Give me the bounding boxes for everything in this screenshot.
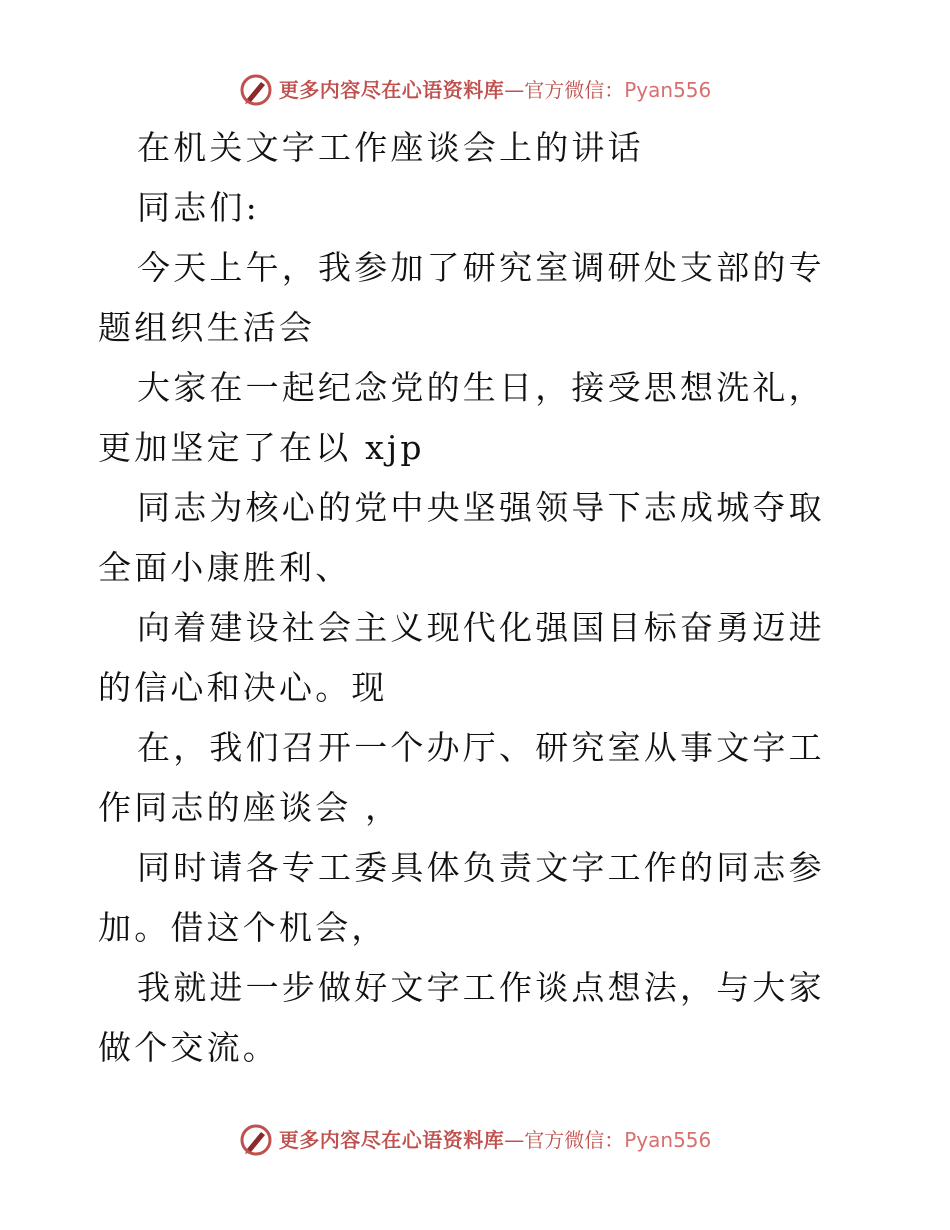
paragraph: 大家在一起纪念党的生日，接受思想洗礼，更加坚定了在以 xjp xyxy=(98,368,825,467)
paragraph: 同志为核心的党中央坚强领导下志成城夺取全面小康胜利、 xyxy=(98,488,825,587)
banner-wechat-id: Pyan556 xyxy=(624,1128,712,1152)
banner-main-text: 更多内容尽在心语资料库 xyxy=(278,1128,505,1152)
banner-wechat-label: 官方微信： xyxy=(524,78,625,102)
banner-text xyxy=(279,80,712,100)
paragraph: 今天上午，我参加了研究室调研处支部的专题组织生活会 xyxy=(98,248,825,347)
banner-main-text: 更多内容尽在心语资料库 xyxy=(278,78,505,102)
footer-banner xyxy=(0,1120,950,1160)
paragraph: 我就进一步做好文字工作谈点想法，与大家做个交流。 xyxy=(98,968,825,1067)
banner-wechat-id: Pyan556 xyxy=(624,78,712,102)
banner-wechat-label: 官方微信： xyxy=(524,1128,625,1152)
banner-text xyxy=(279,1130,712,1150)
pen-circle-logo-icon xyxy=(239,1123,273,1157)
paragraph: 在，我们召开一个办厅、研究室从事文字工作同志的座谈会 ， xyxy=(98,728,825,827)
header-banner xyxy=(0,70,950,110)
document-title: 在机关文字工作座谈会上的讲话 xyxy=(137,128,644,167)
paragraph: 同时请各专工委具体负责文字工作的同志参加。借这个机会， xyxy=(98,848,825,947)
banner-separator: — xyxy=(504,1128,525,1152)
document-body xyxy=(98,118,858,1078)
paragraph: 向着建设社会主义现代化强国目标奋勇迈进的信心和决心。现 xyxy=(98,608,825,707)
banner-separator: — xyxy=(504,78,525,102)
salutation: 同志们: xyxy=(137,188,260,227)
pen-circle-logo-icon xyxy=(239,73,273,107)
